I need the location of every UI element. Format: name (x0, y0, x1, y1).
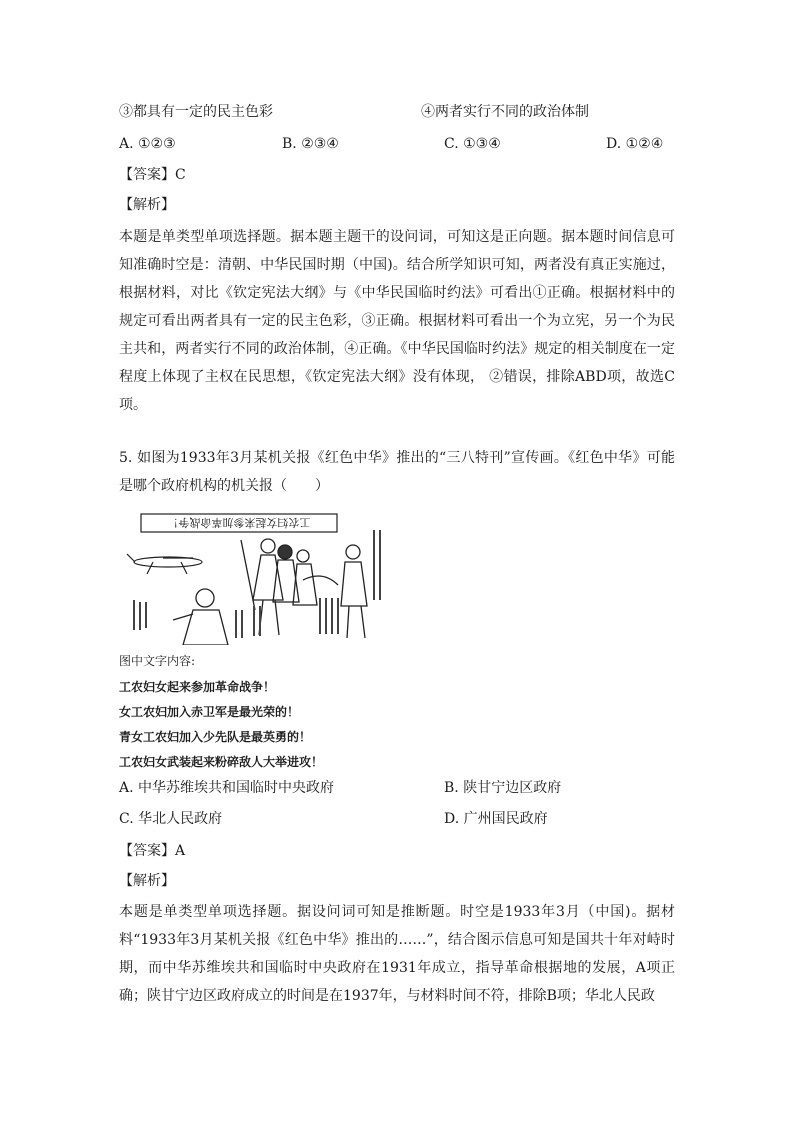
figure-caption-line-3: 青女工农妇加入少先队是最英勇的！ (119, 730, 312, 744)
q4-choice-d: D. ①②④ (606, 136, 664, 152)
q5-choice-c: C. 华北人民政府 (119, 811, 223, 827)
q5-analysis-label: 【解析】 (119, 873, 175, 889)
q5-analysis-text: 本题是单类型单项选择题。据设问词可知是推断题。时空是1933年3月（中国)。据材料“1933年3月某机关报《红色中华》推出的……”，结合图示信息可知是国共十年对峙时期，而中华苏维埃共和国临时中央政府在1931年成立，指导革命根据地的发展，A项正确；陕甘宁边区政府成立的时间是在1937年，与材料时间不符，排除B项；华北人民政 (119, 904, 675, 1004)
q4-choice-c: C. ①③④ (444, 136, 501, 152)
q4-analysis-label: 【解析】 (119, 197, 175, 213)
figure-caption-title: 图中文字内容: (119, 654, 196, 668)
figure-caption-line-1: 工农妇女起来参加革命战争！ (119, 680, 276, 694)
option-item-4: ④两者实行不同的政治体制 (421, 104, 589, 120)
q5-choice-b: B. 陕甘宁边区政府 (444, 780, 562, 796)
q4-answer: 【答案】C (119, 167, 186, 183)
option-item-3: ③都具有一定的民主色彩 (119, 104, 273, 120)
figure-caption-line-2: 女工农妇加入赤卫军是最光荣的！ (119, 705, 300, 719)
q4-choice-b: B. ②③④ (282, 136, 339, 152)
q5-answer: 【答案】A (119, 843, 186, 859)
q5-choice-d: D. 广州国民政府 (444, 811, 548, 827)
q4-analysis-text: 本题是单类型单项选择题。据本题主题干的设问词，可知这是正向题。据本题时间信息可知准确时空是：清朝、中华民国时期（中国)。结合所学知识可知，两者没有真正实施过，根据材料，对比《钦定宪法大纲》与《中华民国临时约法》可看出①正确。根据材料中的规定可看出两者具有一定的民主色彩，③正确。根据材料可看出一个为立宪，另一个为民主共和，两者实行不同的政治体制，④正确。《中华民国临时约法》规定的相关制度在一定程度上体现了主权在民思想，《钦定宪法大纲》没有体现， ②错误，排除ABD项，故选C项。 (119, 229, 675, 413)
q5-choice-a: A. 中华苏维埃共和国临时中央政府 (119, 780, 335, 796)
q5-stem: 5. 如图为1933年3月某机关报《红色中华》推出的“三八特刊”宣传画。《红色中华》可能是哪个政府机构的机关报（ ） (119, 450, 675, 494)
q4-choice-a: A. ①②③ (119, 136, 176, 152)
propaganda-poster-image (123, 510, 385, 645)
figure-caption-line-4: 工农妇女武装起来粉碎敌人大举进攻！ (119, 755, 324, 769)
poster-banner-text: 工农妇女起来参加革命战争！ (167, 516, 311, 529)
